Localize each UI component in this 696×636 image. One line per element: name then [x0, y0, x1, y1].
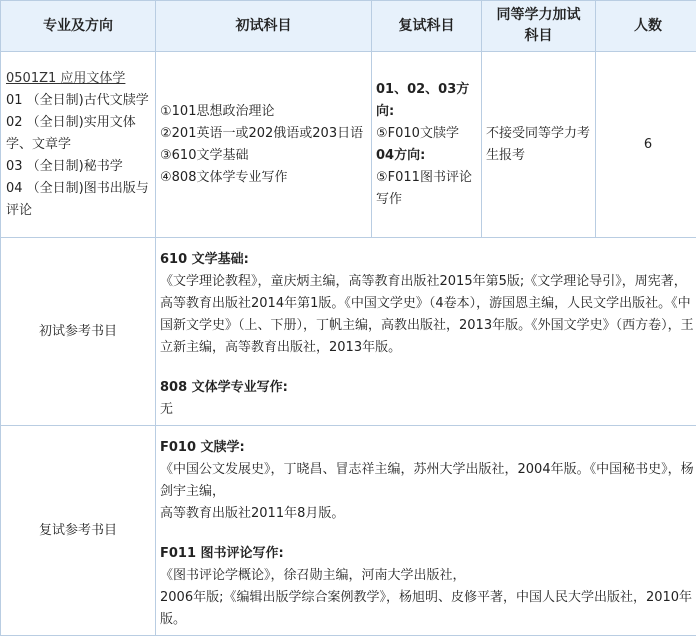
retest-ref-block-f010	[160, 437, 694, 525]
header-first-exam: 初试科目	[156, 1, 372, 52]
retest-ref-line-f011-2: 2006年版;《编辑出版学综合案例教学》，杨旭明、皮修平著，中国人民大学出版社，2010年版。	[160, 587, 694, 631]
retest-cell	[372, 52, 482, 238]
first-ref-title-610: 610 文学基础:	[160, 249, 694, 271]
first-ref-title-808: 808 文体学专业写作:	[160, 377, 694, 399]
first-refs-label: 初试参考书目	[1, 238, 156, 426]
first-ref-block-610	[160, 249, 694, 359]
header-major: 专业及方向	[1, 1, 156, 52]
retest-group2-subject: ⑤F011图书评论写作	[376, 167, 477, 211]
equivalent-cell: 不接受同等学力考生报考	[482, 52, 596, 238]
retest-refs-content	[156, 426, 696, 636]
retest-refs-label: 复试参考书目	[1, 426, 156, 636]
header-equivalent	[482, 1, 596, 52]
first-exam-subject-2: ②201英语一或202俄语或203日语	[160, 123, 367, 145]
header-count: 人数	[596, 1, 696, 52]
first-exam-subject-4: ④808文体学专业写作	[160, 167, 367, 189]
retest-ref-block-f011	[160, 543, 694, 631]
first-exam-cell	[156, 52, 372, 238]
retest-ref-title-f010: F010 文牍学:	[160, 437, 694, 459]
major-cell	[1, 52, 156, 238]
header-retest: 复试科目	[372, 1, 482, 52]
header-row	[1, 1, 696, 52]
direction-02: 02 （全日制)实用文体学、文章学	[6, 112, 151, 156]
retest-group1-heading: 01、02、03方向:	[376, 79, 477, 123]
retest-refs-row	[1, 426, 696, 636]
first-ref-text-808: 无	[160, 399, 694, 421]
major-code-name[interactable]: 0501Z1 应用文体学	[6, 68, 151, 90]
direction-01: 01 （全日制)古代文牍学	[6, 90, 151, 112]
direction-03: 03 （全日制)秘书学	[6, 156, 151, 178]
first-exam-subject-3: ③610文学基础	[160, 145, 367, 167]
retest-group2-heading: 04方向:	[376, 145, 477, 167]
first-exam-subject-1: ①101思想政治理论	[160, 101, 367, 123]
first-refs-content	[156, 238, 696, 426]
header-equivalent-text: 同等学力加试科目	[497, 7, 581, 44]
first-ref-text-610: 《文学理论教程》，童庆炳主编，高等教育出版社2015年第5版;《文学理论导引》，周宪著，高等教育出版社2014年第1版。《中国文学史》（4卷本），游国恩主编，人民文学出版社。《中国新文学史》（上、下册），丁帆主编，高教出版社，2013年版。《外国文学史》（西方卷），王立新主编，高等教育出版社，2013年版。	[160, 271, 694, 359]
retest-ref-line-f010-1: 《中国公文发展史》，丁晓昌、冒志祥主编，苏州大学出版社，2004年版。《中国秘书史》，杨剑宇主编，	[160, 459, 694, 503]
count-cell: 6	[596, 52, 696, 238]
retest-ref-title-f011: F011 图书评论写作:	[160, 543, 694, 565]
direction-04: 04 （全日制)图书出版与评论	[6, 178, 151, 222]
first-ref-block-808	[160, 377, 694, 421]
retest-group1-subject: ⑤F010文牍学	[376, 123, 477, 145]
first-refs-row	[1, 238, 696, 426]
major-row	[1, 52, 696, 238]
retest-ref-line-f011-1: 《图书评论学概论》，徐召勋主编，河南大学出版社，	[160, 565, 694, 587]
retest-ref-line-f010-2: 高等教育出版社2011年8月版。	[160, 503, 694, 525]
